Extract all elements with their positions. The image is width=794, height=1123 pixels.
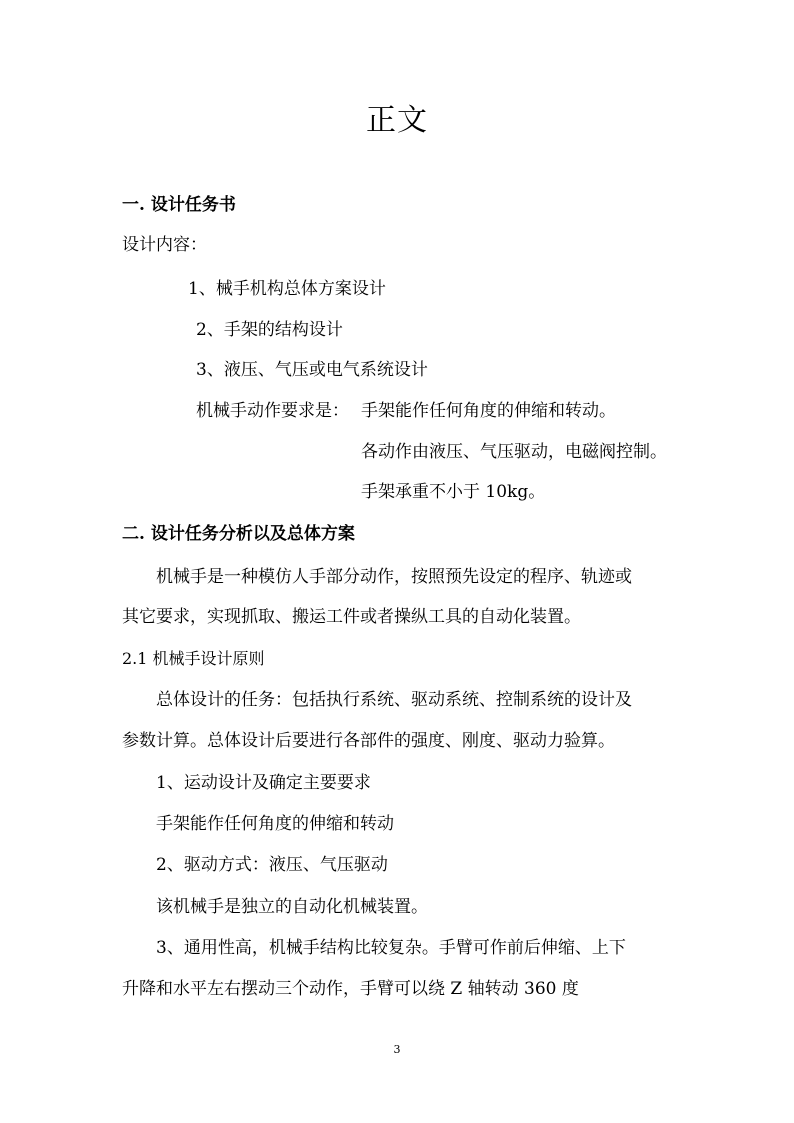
design-item-1: 1、械手机构总体方案设计 xyxy=(188,279,386,299)
design-content-label: 设计内容： xyxy=(122,235,207,255)
page-number: 3 xyxy=(393,1043,401,1056)
design-task-line-1: 总体设计的任务：包括执行系统、驱动系统、控制系统的设计及 xyxy=(156,690,632,710)
requirement-2: 各动作由液压、气压驱动，电磁阀控制。 xyxy=(361,442,667,462)
point-3-line-2: 升降和水平左右摆动三个动作，手臂可以绕 Z 轴转动 360 度 xyxy=(122,979,579,999)
page-title: 正文 xyxy=(366,103,428,138)
design-item-2: 2、手架的结构设计 xyxy=(196,320,343,340)
section-1-heading: 一. 设计任务书 xyxy=(122,195,236,215)
design-task-line-2: 参数计算。总体设计后要进行各部件的强度、刚度、驱动力验算。 xyxy=(122,731,615,751)
point-2-title: 2、驱动方式：液压、气压驱动 xyxy=(156,855,388,875)
point-2-text: 该机械手是独立的自动化机械装置。 xyxy=(156,897,428,917)
requirement-3: 手架承重不小于 10kg。 xyxy=(361,482,546,502)
point-3-line-1: 3、通用性高，机械手结构比较复杂。手臂可作前后伸缩、上下 xyxy=(156,938,626,958)
intro-paragraph-line-1: 机械手是一种模仿人手部分动作，按照预先设定的程序、轨迹或 xyxy=(156,567,632,587)
subsection-2-1-heading: 2.1 机械手设计原则 xyxy=(122,649,265,668)
requirement-1: 手架能作任何角度的伸缩和转动。 xyxy=(361,401,616,421)
design-item-3: 3、液压、气压或电气系统设计 xyxy=(196,360,428,380)
intro-paragraph-line-2: 其它要求，实现抓取、搬运工件或者操纵工具的自动化装置。 xyxy=(122,607,581,627)
section-2-heading: 二. 设计任务分析以及总体方案 xyxy=(122,524,355,544)
point-1-text: 手架能作任何角度的伸缩和转动 xyxy=(156,814,394,834)
requirements-label: 机械手动作要求是： xyxy=(196,401,349,421)
point-1-title: 1、运动设计及确定主要要求 xyxy=(156,773,371,793)
